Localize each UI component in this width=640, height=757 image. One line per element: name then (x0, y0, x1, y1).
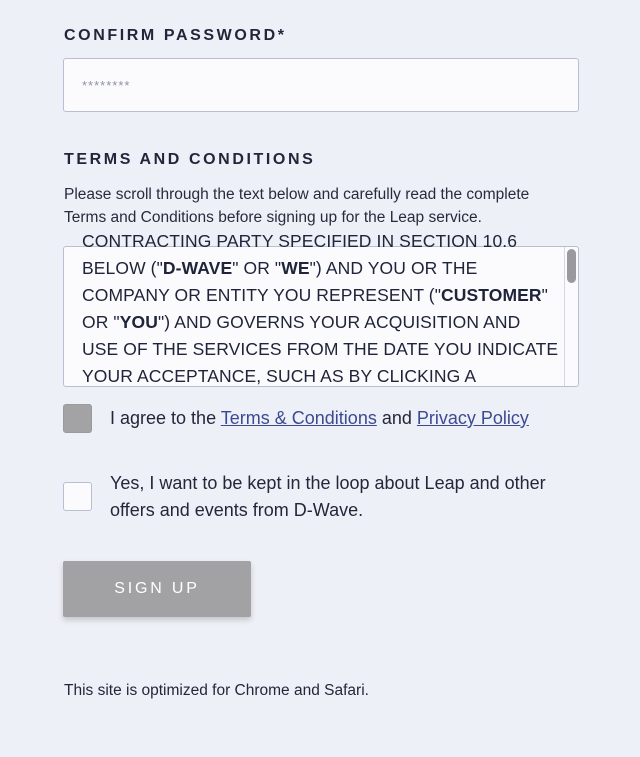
terms-body-text: CONTRACTING PARTY SPECIFIED IN SECTION 10.6 BELOW ("D-WAVE" OR "WE") AND YOU OR THE COMPANY OR ENTITY YOU REPRESENT ("CUSTOMER" OR "YOU") AND GOVERNS YOUR ACQUISITION AND USE OF THE SERVICES FROM THE DATE YOU INDICATE YOUR ACCEPTANCE, SUCH AS BY CLICKING A (82, 231, 559, 386)
terms-scrollbar-thumb[interactable] (567, 249, 576, 283)
agree-checkbox[interactable] (63, 404, 92, 433)
agree-label: I agree to the Terms & Conditions and Privacy Policy (110, 408, 529, 428)
terms-scroll-box[interactable] (63, 231, 579, 387)
sign-up-button[interactable]: SIGN UP (63, 561, 251, 617)
terms-intro-text: Please scroll through the text below and carefully read the complete Terms and Conditions before signing up for the Leap service. (64, 186, 530, 226)
terms-heading: TERMS AND CONDITIONS (64, 151, 316, 168)
terms-link[interactable]: Terms & Conditions (220, 408, 377, 428)
newsletter-checkbox[interactable] (63, 482, 92, 511)
newsletter-label: Yes, I want to be kept in the loop about Leap and other offers and events from D-Wave. (110, 473, 546, 520)
confirm-password-label: CONFIRM PASSWORD* (64, 27, 287, 44)
privacy-policy-link[interactable]: Privacy Policy (416, 408, 529, 428)
browser-notice: This site is optimized for Chrome and Safari. (64, 682, 369, 699)
confirm-password-input[interactable] (63, 58, 579, 112)
terms-scrollbar[interactable] (564, 247, 576, 386)
